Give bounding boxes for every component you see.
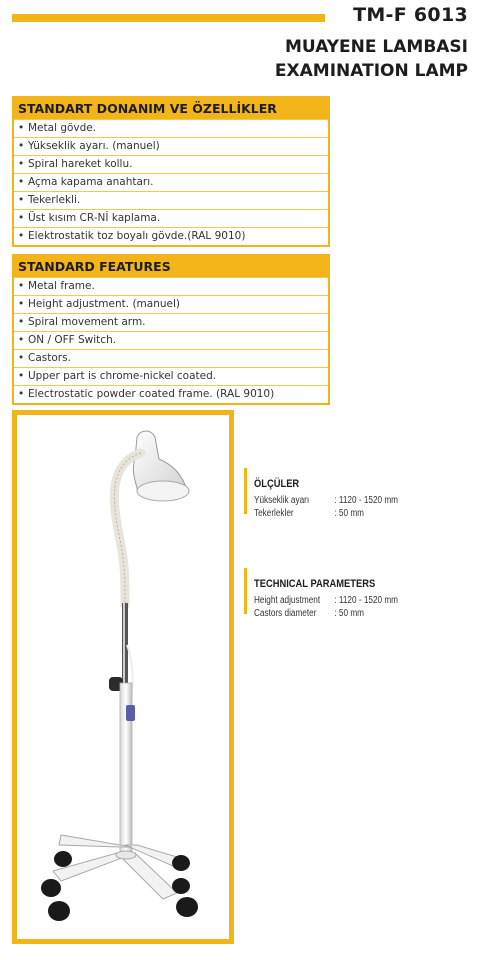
panel-heading-en: STANDARD FEATURES	[14, 256, 328, 277]
bullet-icon: •	[18, 298, 25, 310]
bullet-icon: •	[18, 140, 25, 152]
spec-label: Yükseklik ayarı	[254, 495, 310, 506]
model-code: TM-F 6013	[353, 4, 468, 26]
product-title-en: EXAMINATION LAMP	[274, 61, 468, 81]
feature-item	[14, 331, 328, 349]
feature-list-en	[14, 277, 328, 403]
lamp-shade	[133, 431, 189, 501]
spec-row	[254, 494, 398, 507]
standard-equipment-panel-tr	[12, 96, 330, 247]
top-accent-bar	[12, 14, 325, 22]
feature-text: Metal frame.	[28, 280, 95, 292]
spec-accent-rule	[244, 468, 247, 514]
spec-value: : 1120 - 1520 mm	[334, 595, 399, 606]
spec-row	[254, 607, 398, 620]
feature-item	[14, 385, 328, 403]
spec-heading-tr: ÖLÇÜLER	[254, 478, 300, 490]
bullet-icon: •	[18, 158, 25, 170]
feature-text: Upper part is chrome-nickel coated.	[28, 370, 217, 382]
spec-label: Castors diameter	[254, 608, 317, 619]
bullet-icon: •	[18, 194, 25, 206]
feature-item	[14, 119, 328, 137]
feature-text: ON / OFF Switch.	[28, 334, 117, 346]
spec-label: Tekerlekler	[254, 508, 294, 519]
feature-text: Açma kapama anahtarı.	[28, 176, 154, 188]
feature-text: Metal gövde.	[28, 122, 97, 134]
feature-item	[14, 227, 328, 245]
feature-item	[14, 191, 328, 209]
bullet-icon: •	[18, 280, 25, 292]
bullet-icon: •	[18, 212, 25, 224]
feature-item	[14, 277, 328, 295]
castor-wheels	[41, 851, 198, 921]
bullet-icon: •	[18, 334, 25, 346]
bullet-icon: •	[18, 352, 25, 364]
feature-item	[14, 349, 328, 367]
spec-heading-en: TECHNICAL PARAMETERS	[254, 578, 376, 590]
feature-text: Elektrostatik toz boyalı gövde.(RAL 9010)	[28, 230, 246, 242]
bullet-icon: •	[18, 370, 25, 382]
feature-item	[14, 209, 328, 227]
feature-list-tr	[14, 119, 328, 245]
feature-text: Spiral hareket kollu.	[28, 158, 133, 170]
spec-value: : 50 mm	[334, 608, 364, 619]
spec-value: : 50 mm	[334, 508, 364, 519]
spec-value: : 1120 - 1520 mm	[334, 495, 399, 506]
feature-item	[14, 313, 328, 331]
feature-item	[14, 367, 328, 385]
feature-text: Yükseklik ayarı. (manuel)	[28, 140, 160, 152]
feature-text: Castors.	[28, 352, 71, 364]
standard-features-panel-en	[12, 254, 330, 405]
panel-heading-tr: STANDART DONANIM VE ÖZELLİKLER	[14, 98, 328, 119]
product-photo-frame	[12, 410, 234, 944]
bullet-icon: •	[18, 388, 25, 400]
technical-parameters-block-en	[244, 568, 420, 619]
spec-row	[254, 594, 398, 607]
spec-label: Height adjustment	[254, 595, 321, 606]
spec-row	[254, 507, 398, 520]
feature-item	[14, 295, 328, 313]
dimensions-block-tr	[244, 468, 420, 519]
feature-text: Electrostatic powder coated frame. (RAL 9010)	[28, 388, 275, 400]
feature-text: Üst kısım CR-Nİ kaplama.	[28, 212, 161, 224]
bullet-icon: •	[18, 122, 25, 134]
feature-text: Height adjustment. (manuel)	[28, 298, 180, 310]
bullet-icon: •	[18, 176, 25, 188]
feature-item	[14, 155, 328, 173]
feature-text: Tekerlekli.	[28, 194, 81, 206]
feature-item	[14, 137, 328, 155]
switch-box	[126, 705, 135, 721]
examination-lamp-illustration	[17, 415, 229, 939]
product-title-tr: MUAYENE LAMBASI	[285, 37, 468, 57]
bullet-icon: •	[18, 230, 25, 242]
feature-item	[14, 173, 328, 191]
bullet-icon: •	[18, 316, 25, 328]
spec-accent-rule	[244, 568, 247, 614]
cross-base	[53, 835, 187, 899]
feature-text: Spiral movement arm.	[28, 316, 146, 328]
